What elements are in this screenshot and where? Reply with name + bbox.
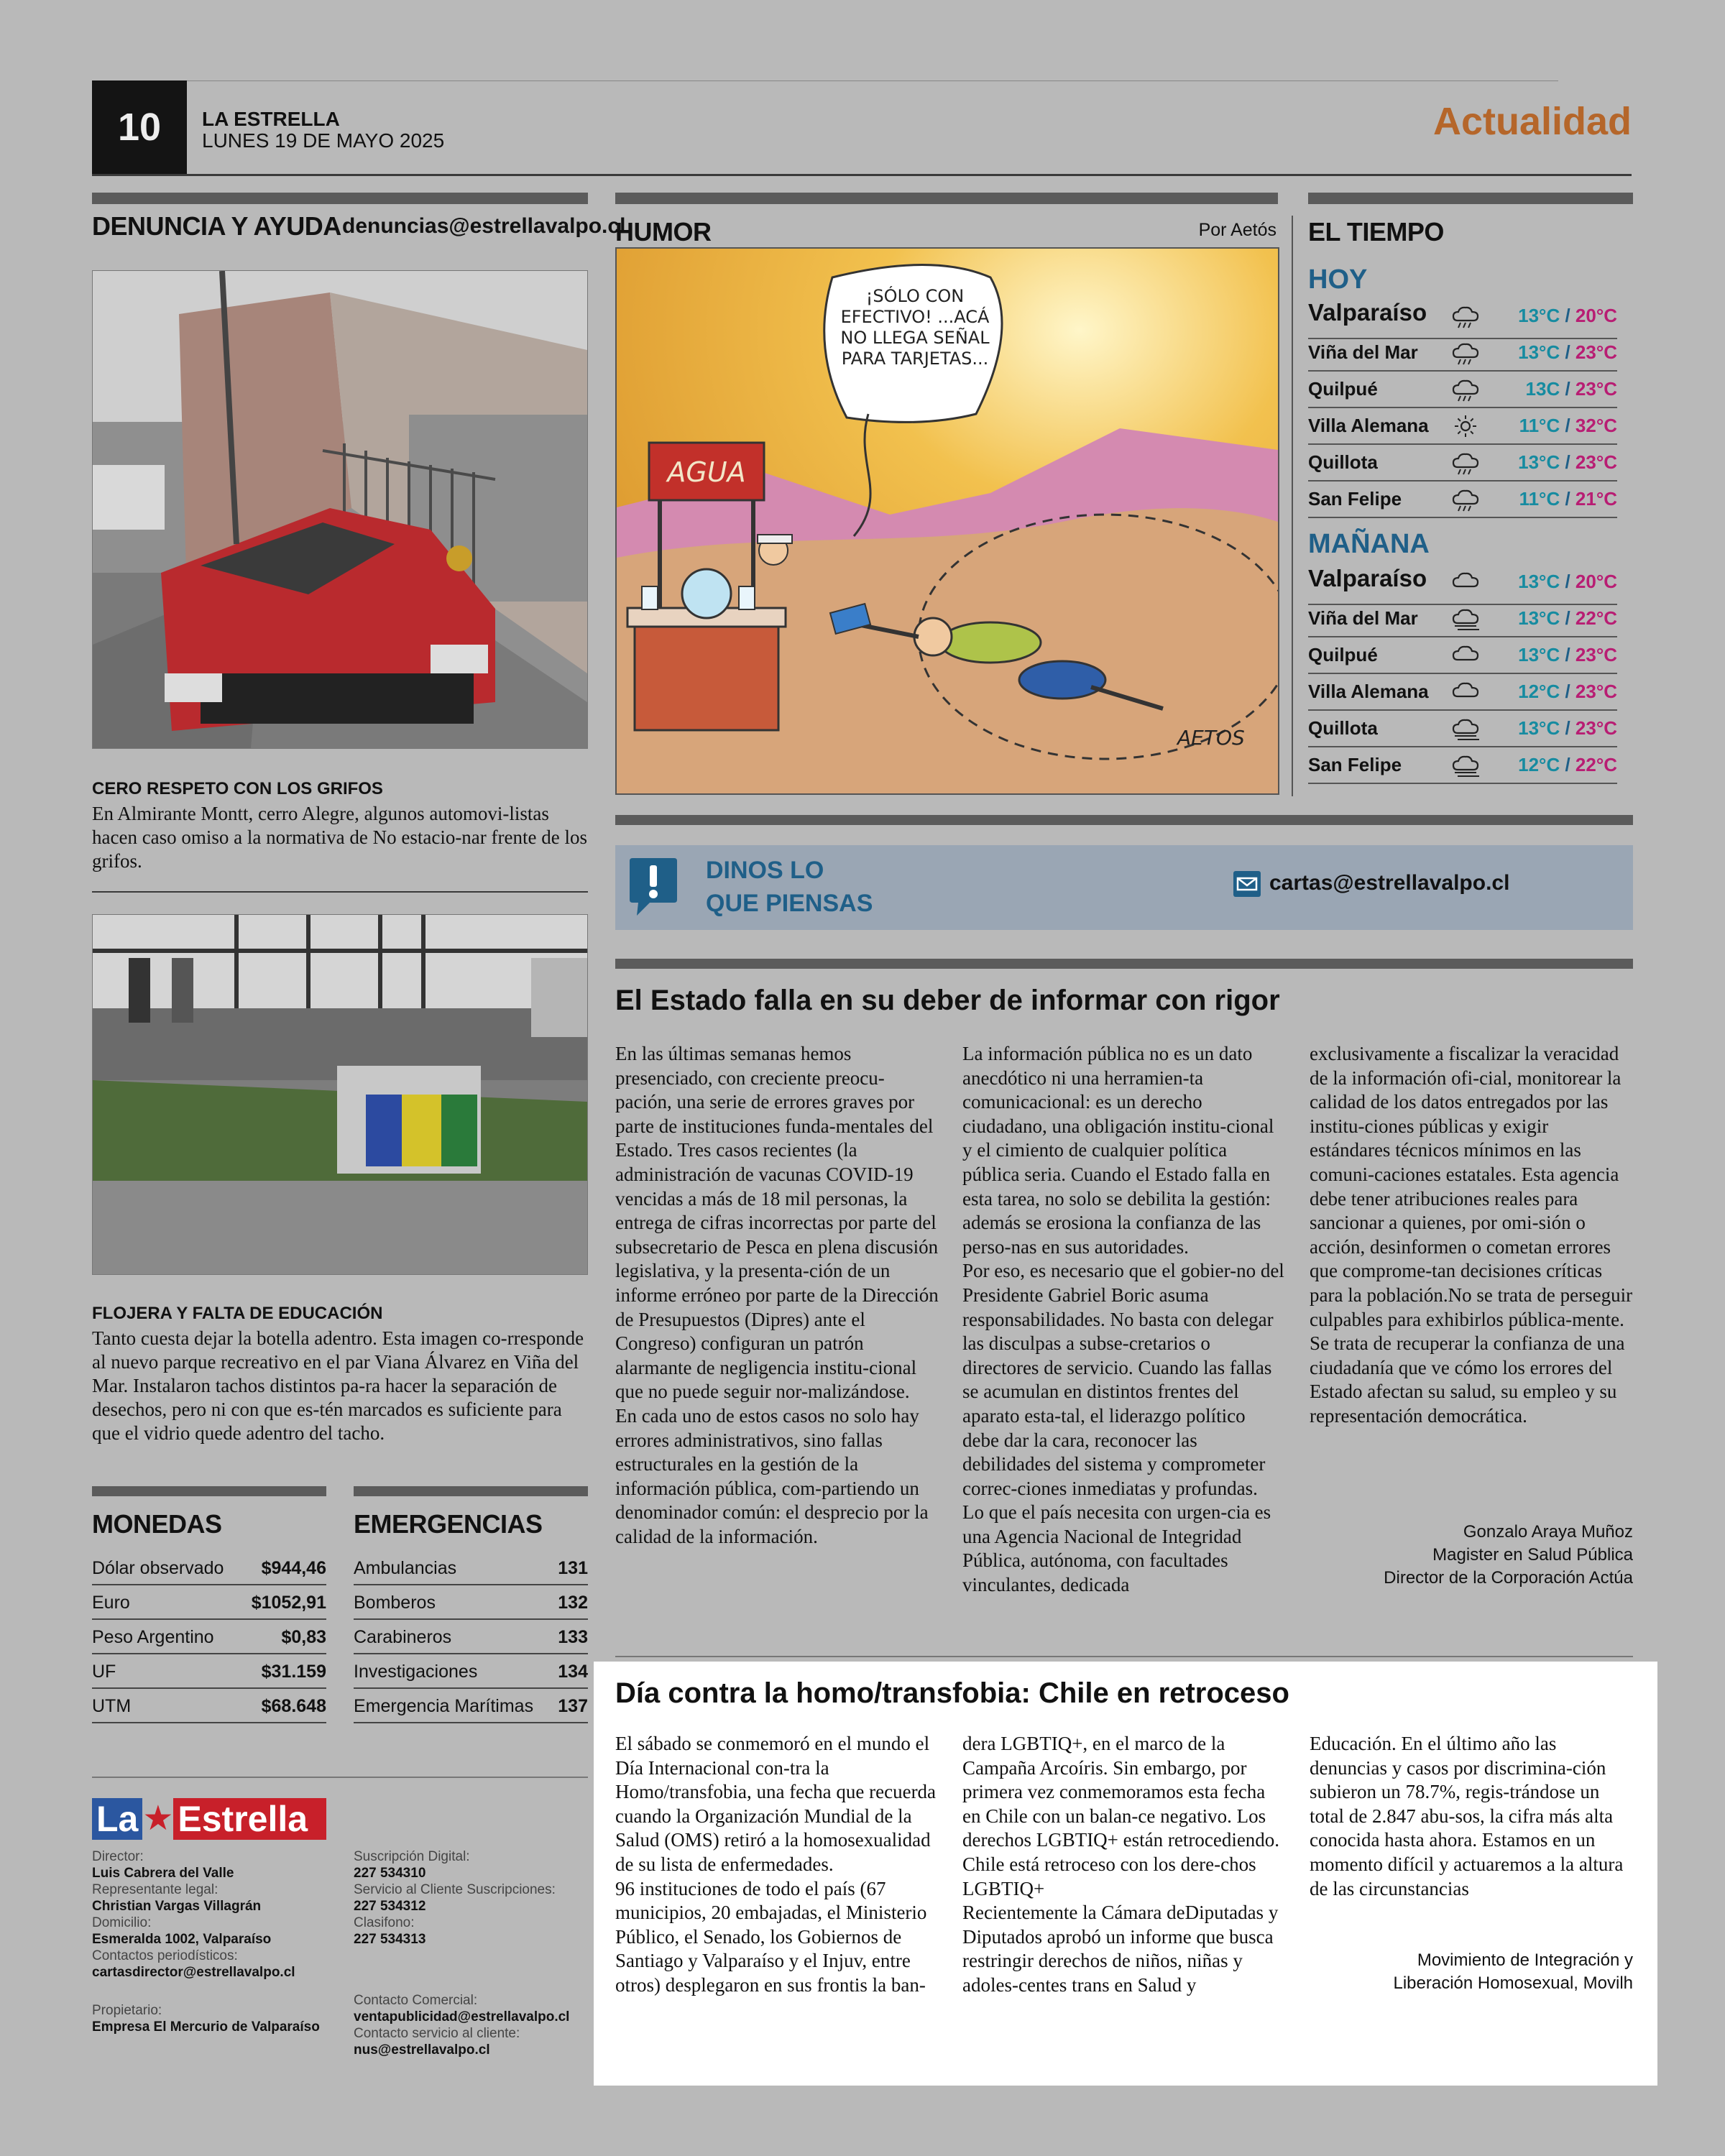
article1-col2-p3: Lo que el país necesita con urgen-cia es una Agencia Nacional de Integridad Pública, autónoma, con facultades vinculantes, dedicada: [962, 1501, 1271, 1596]
weather-temp: [1519, 415, 1617, 437]
article2-col3: [1310, 1732, 1633, 1901]
weather-city: Quillota: [1308, 451, 1378, 473]
weather-city: Viña del Mar: [1308, 607, 1418, 629]
temp-max: 23°C: [1575, 451, 1617, 473]
estrella-logo: [92, 1798, 326, 1840]
weather-temp: [1518, 305, 1617, 327]
article2-col2-p2: Chile está retroceso con los dere-chos LGBTIQ+: [962, 1853, 1256, 1899]
article1-col1-p2: En cada uno de estos casos no solo hay errores administrativos, sino fallas estructurales en la gestión de la información pública, com-partiendo un denominador común: el desprecio por la calidad de la información.: [615, 1404, 929, 1547]
newspaper-name: LA ESTRELLA: [202, 108, 340, 130]
fog-cloud-icon: [1450, 716, 1482, 742]
emergencias-value: 134: [558, 1661, 588, 1682]
weather-row-tomorrow: [1308, 637, 1617, 674]
weather-row-today: [1308, 481, 1617, 518]
comercial-label: Contacto Comercial:: [354, 1993, 478, 2008]
article1-author-org: Director de la Corporación Actúa: [1384, 1568, 1633, 1588]
monedas-value: $31.159: [261, 1661, 326, 1682]
temp-separator: /: [1560, 681, 1576, 702]
monedas-row: [92, 1552, 326, 1585]
weather-temp: [1518, 341, 1617, 364]
weather-row-tomorrow: [1308, 673, 1617, 711]
temp-separator: /: [1560, 571, 1576, 592]
weather-row-today: [1308, 407, 1617, 445]
temp-max: 23°C: [1575, 717, 1617, 739]
article1-col1: [615, 1042, 939, 1549]
emergencias-value: 137: [558, 1695, 588, 1716]
emergencias-label: Carabineros: [354, 1626, 452, 1647]
article2-col1-p2: 96 instituciones de todo el país (67 municipios, 20 embajadas, el Ministerio Público, el Senado, los Gobiernos de Santiago y Valparaíso y el Injuv, entre otros) desplegaron en sus frontis la ban-: [615, 1877, 927, 1996]
temp-max: 23°C: [1575, 644, 1617, 665]
temp-max: 22°C: [1575, 607, 1617, 629]
weather-temp: [1518, 451, 1617, 474]
weather-temp: [1518, 681, 1617, 703]
contactos[interactable]: cartasdirector@estrellavalpo.cl: [92, 1965, 295, 1980]
header-rule: [92, 174, 1632, 176]
contactos-label: Contactos periodísticos:: [92, 1948, 238, 1963]
denuncia-divider: [92, 891, 588, 893]
temp-separator: /: [1560, 607, 1576, 629]
director: Luis Cabrera del Valle: [92, 1866, 234, 1881]
photo-park-bins: [92, 914, 588, 1275]
article2-author-line1: Movimiento de Integración y: [1417, 1950, 1633, 1970]
monedas-label: Peso Argentino: [92, 1626, 214, 1647]
article1-col3: [1310, 1042, 1633, 1429]
article-divider: [615, 1656, 1633, 1657]
temp-min: 13°C: [1518, 341, 1560, 363]
masthead-divider: [92, 1777, 588, 1778]
page-number: 10: [117, 106, 162, 149]
suscripcion: 227 534310: [354, 1866, 426, 1881]
temp-min: 13°C: [1518, 644, 1560, 665]
denuncia-email[interactable]: denuncias@estrellavalpo.cl: [342, 214, 626, 238]
weather-temp: [1518, 717, 1617, 740]
temp-min: 13°C: [1518, 607, 1560, 629]
article2-col2: [962, 1732, 1286, 1998]
humor-title: HUMOR: [615, 217, 712, 247]
cloud-icon: [1450, 569, 1482, 595]
article1-signature: [1384, 1521, 1633, 1590]
fog-cloud-icon: [1450, 752, 1482, 778]
emergencias-row: [354, 1621, 588, 1654]
weather-temp: [1526, 378, 1617, 400]
weather-city: Quilpué: [1308, 644, 1378, 665]
temp-max: 23°C: [1575, 341, 1617, 363]
temp-min: 11°C: [1519, 488, 1560, 510]
denuncia-title: DENUNCIA Y AYUDA: [92, 211, 341, 241]
cartoon-signature: AETOS: [1177, 726, 1245, 750]
emergencias-value: 132: [558, 1592, 588, 1613]
emergencias-row: [354, 1587, 588, 1620]
weather-temp: [1518, 607, 1617, 630]
dinos-top-bar: [615, 815, 1633, 825]
photo2-caption: Tanto cuesta dejar la botella adentro. Esta imagen co-rresponde al nuevo parque recreativo en el par Viana Álvarez en Viña del Mar. Instalaron tachos distintos pa-ra hacer la separación de desechos, pero ni con que es-tén marcados es suficiente para que el vidrio quede adentro del tacho.: [92, 1327, 584, 1444]
cloud-icon: [1450, 642, 1482, 668]
sun-icon: [1450, 413, 1482, 439]
dinos-email[interactable]: cartas@estrellavalpo.cl: [1269, 871, 1510, 895]
weather-row-tomorrow: [1308, 563, 1617, 605]
temp-min: 13°C: [1518, 305, 1560, 326]
temp-separator: /: [1560, 488, 1576, 510]
weather-temp: [1518, 644, 1617, 666]
rain-cloud-icon: [1450, 377, 1482, 402]
emergencias-row: [354, 1690, 588, 1723]
servicio: 227 534312: [354, 1899, 426, 1914]
temp-separator: /: [1560, 305, 1576, 326]
section-title: Actualidad: [1432, 100, 1632, 143]
dinos-banner: [615, 845, 1633, 930]
issue-date: LUNES 19 DE MAYO 2025: [202, 129, 445, 152]
weather-city: Villa Alemana: [1308, 415, 1429, 436]
photo2-caption-title: FLOJERA Y FALTA DE EDUCACIÓN: [92, 1304, 383, 1323]
weather-top-bar: [1308, 193, 1633, 204]
article2-col2-p3: Recientemente la Cámara deDiputadas y Diputados aprobó un informe que busca restringir derechos de niños, niñas y adoles-centes trans en Salud y: [962, 1902, 1279, 1996]
monedas-value: $0,83: [281, 1626, 326, 1647]
servicio-label: Servicio al Cliente Suscripciones:: [354, 1882, 556, 1897]
emergencias-row: [354, 1552, 588, 1585]
cartoon-speech: ¡SÓLO CON EFECTIVO! ...ACÁ NO LLEGA SEÑAL PARA TARJETAS...: [840, 286, 990, 369]
emergencias-value: 131: [558, 1557, 588, 1578]
article1-col2-p2: Por eso, es necesario que el gobier-no del Presidente Gabriel Boric asuma responsabilidades. No basta con delegar las disculpas a subse-cretarios o directores de servicio. Cuando las fallas se acumulan en distintos frentes del aparato esta-tal, el liderazgo político debe dar la cara, reconocer las debilidades del sistema y comprometer correc-ciones inmediatas y profundas.: [962, 1260, 1284, 1499]
cartoon-illustration: [617, 249, 1278, 793]
temp-max: 23°C: [1575, 378, 1617, 400]
top-hairline: [92, 80, 1558, 81]
rain-cloud-icon: [1450, 450, 1482, 476]
emergencias-value: 133: [558, 1626, 588, 1647]
article2-col2-p1: dera LGBTIQ+, en el marco de la Campaña Arcoíris. Sin embargo, por primera vez conmemoramos esta fecha en Chile con un balan-ce negativo. Los derechos LGBTIQ+ están retrocediendo.: [962, 1733, 1280, 1851]
cloud-icon: [1450, 679, 1482, 705]
monedas-value: $1052,91: [251, 1592, 326, 1613]
logo-estrella: Estrella: [173, 1798, 326, 1840]
propietario: Empresa El Mercurio de Valparaíso: [92, 2019, 320, 2035]
monedas-label: Euro: [92, 1592, 130, 1613]
article2-col1: [615, 1732, 939, 1998]
monedas-label: UTM: [92, 1695, 132, 1716]
photo-street-car: [92, 270, 588, 749]
monedas-value: $68.648: [261, 1695, 326, 1716]
emergencias-label: Investigaciones: [354, 1661, 478, 1682]
mail-icon: [1233, 871, 1261, 897]
weather-row-today: [1308, 298, 1617, 339]
monedas-top-bar: [92, 1486, 326, 1496]
humor-author: Por Aetós: [1198, 220, 1276, 240]
weather-today-label: HOY: [1308, 264, 1368, 295]
photo1-caption: En Almirante Montt, cerro Alegre, algunos automovi-listas hacen caso omiso a la normativa de No estacio-nar frente de los grifos.: [92, 803, 587, 872]
temp-max: 22°C: [1575, 754, 1617, 775]
fog-cloud-icon: [1450, 606, 1482, 632]
weather-city: San Felipe: [1308, 754, 1402, 775]
dinos-line2: QUE PIENSAS: [706, 890, 873, 917]
weather-separator: [1292, 216, 1293, 796]
cartoon-sign: AGUA: [667, 456, 746, 488]
monedas-title: MONEDAS: [92, 1509, 222, 1539]
temp-separator: /: [1560, 415, 1576, 436]
humor-cartoon: [615, 247, 1279, 795]
temp-min: 12°C: [1518, 681, 1560, 702]
street-car-illustration: [93, 271, 587, 748]
article1-author-title: Magister en Salud Pública: [1432, 1545, 1633, 1565]
emergencias-label: Bomberos: [354, 1592, 436, 1613]
emergencias-label: Emergencia Marítimas: [354, 1695, 534, 1716]
cliente-label: Contacto servicio al cliente:: [354, 2026, 520, 2041]
emergencias-row: [354, 1656, 588, 1689]
weather-city: Quillota: [1308, 717, 1378, 739]
denuncia-top-bar: [92, 193, 588, 204]
emergencias-title: EMERGENCIAS: [354, 1509, 543, 1539]
legal: Christian Vargas Villagrán: [92, 1899, 262, 1914]
article1-col1-p1: En las últimas semanas hemos presenciado, con creciente preocu-pación, una serie de errores graves por parte de instituciones funda-mentales del Estado. Tres casos recientes (la administración de vacunas COVID-19 vencidas a más de 18 mil personas, la entrega de cifras incorrectas por parte del subsecretario de Pesca en plena discusión legislativa, y la presenta-ción de un informe erróneo por parte de la Dirección de Presupuestos (Dipres) ante el Congreso) configuran un patrón alarmante de negligencia institu-cional que no puede seguir nor-malizándose.: [615, 1043, 939, 1403]
monedas-label: UF: [92, 1661, 116, 1682]
weather-city: San Felipe: [1308, 488, 1402, 510]
temp-max: 20°C: [1575, 305, 1617, 326]
comercial[interactable]: ventapublicidad@estrellavalpo.cl: [354, 2009, 570, 2024]
monedas-row: [92, 1587, 326, 1620]
page-number-box: [92, 80, 187, 174]
domicilio-label: Domicilio:: [92, 1915, 152, 1930]
temp-separator: /: [1560, 451, 1576, 473]
weather-temp: [1518, 754, 1617, 776]
article2-title: Día contra la homo/transfobia: Chile en retroceso: [615, 1677, 1289, 1709]
legal-label: Representante legal:: [92, 1882, 218, 1897]
logo-la: La: [92, 1798, 142, 1840]
rain-cloud-icon: [1450, 303, 1482, 329]
weather-city: Quilpué: [1308, 378, 1378, 400]
weather-city: Viña del Mar: [1308, 341, 1418, 363]
monedas-row: [92, 1690, 326, 1723]
temp-max: 23°C: [1575, 681, 1617, 702]
temp-min: 13°C: [1518, 571, 1560, 592]
emergencias-label: Ambulancias: [354, 1557, 457, 1578]
dinos-line1: DINOS LO: [706, 857, 824, 884]
temp-separator: /: [1560, 378, 1576, 400]
director-label: Director:: [92, 1849, 144, 1864]
article2-col3-p1: Educación. En el último año las denuncias y casos por discrimina-ción subieron un 78.7%, regis-trándose un total de 2.847 abu-sos, la cifra más alta conocida hasta ahora. Estamos en un momento difícil y actuaremos a la altura de las circunstancias: [1310, 1733, 1624, 1899]
article1-col3-p1: exclusivamente a fiscalizar la veracidad de la información ofi-cial, monitorear la calidad de los datos entregados por las institu-ciones públicas y exigir estándares técnicos mínimos en las comuni-caciones estatales. Esta agencia debe tener atribuciones reales para sancionar a quienes, por omi-sión o acción, desinformen o cometan errores que comprome-tan decisiones críticas para la población.No se trata de perseguir culpables para exhibirlos pública-mente. Se trata de recuperar la confianza de una ciudadanía que ve cómo los errores del Estado afectan su salud, su empleo y su representación democrática.: [1310, 1043, 1633, 1427]
park-bins-illustration: [93, 915, 587, 1274]
rain-cloud-icon: [1450, 487, 1482, 512]
temp-max: 32°C: [1575, 415, 1617, 436]
monedas-row: [92, 1656, 326, 1689]
temp-separator: /: [1560, 754, 1576, 775]
temp-min: 13C: [1525, 378, 1560, 400]
domicilio: Esmeralda 1002, Valparaíso: [92, 1932, 272, 1947]
emergencias-top-bar: [354, 1486, 588, 1496]
star-icon: ★: [142, 1800, 174, 1838]
article2-col1-p1: El sábado se conmemoró en el mundo el Día Internacional con-tra la Homo/transfobia, una fecha que recuerda cuando la Organización Mundial de la Salud (OMS) retiró a la homosexualidad de su lista de enfermedades.: [615, 1733, 937, 1875]
article1-col2: [962, 1042, 1286, 1598]
temp-min: 11°C: [1519, 415, 1560, 436]
humor-top-bar: [615, 193, 1278, 204]
article2-author-line2: Liberación Homosexual, Movilh: [1393, 1973, 1633, 1993]
article1-col2-p1: La información pública no es un dato anecdótico ni una herramien-ta comunicacional: es un derecho ciudadano, una obligación institu-cional y el cimiento de cualquier política pública seria. Cuando el Estado falla en esta tarea, no solo se debilita la gestión: además se erosiona la confianza de las perso-nas en sus autoridades.: [962, 1043, 1274, 1258]
propietario-label: Propietario:: [92, 2003, 162, 2018]
masthead-left: [92, 1848, 329, 2035]
weather-city: Valparaíso: [1308, 565, 1427, 591]
temp-separator: /: [1560, 341, 1576, 363]
temp-max: 20°C: [1575, 571, 1617, 592]
cliente[interactable]: nus@estrellavalpo.cl: [354, 2042, 490, 2058]
temp-min: 12°C: [1518, 754, 1560, 775]
monedas-value: $944,46: [261, 1557, 326, 1578]
article2-signature: [1394, 1949, 1634, 1995]
temp-min: 13°C: [1518, 451, 1560, 473]
weather-row-tomorrow: [1308, 600, 1617, 637]
photo1-caption-title: CERO RESPETO CON LOS GRIFOS: [92, 779, 383, 798]
weather-title: EL TIEMPO: [1308, 217, 1444, 247]
weather-city: Villa Alemana: [1308, 681, 1429, 702]
article1-author: Gonzalo Araya Muñoz: [1463, 1522, 1633, 1542]
temp-max: 21°C: [1575, 488, 1617, 510]
masthead-right: [354, 1848, 591, 2058]
monedas-row: [92, 1621, 326, 1654]
monedas-label: Dólar observado: [92, 1557, 224, 1578]
temp-separator: /: [1560, 717, 1576, 739]
article1-top-bar: [615, 959, 1633, 969]
partly-rain-icon: [1450, 340, 1482, 366]
exclamation-bubble-icon: [628, 855, 678, 918]
article1-title: El Estado falla en su deber de informar con rigor: [615, 985, 1280, 1016]
weather-row-today: [1308, 334, 1617, 372]
clasificados-label: Clasifono:: [354, 1915, 415, 1930]
weather-row-tomorrow: [1308, 747, 1617, 784]
weather-row-today: [1308, 371, 1617, 408]
temp-separator: /: [1560, 644, 1576, 665]
clasificados: 227 534313: [354, 1932, 426, 1947]
weather-temp: [1519, 488, 1617, 510]
weather-tomorrow-label: MAÑANA: [1308, 529, 1430, 559]
weather-row-today: [1308, 444, 1617, 482]
weather-city: Valparaíso: [1308, 299, 1427, 326]
weather-temp: [1518, 571, 1617, 593]
weather-row-tomorrow: [1308, 710, 1617, 747]
temp-min: 13°C: [1518, 717, 1560, 739]
suscripcion-label: Suscripción Digital:: [354, 1849, 470, 1864]
